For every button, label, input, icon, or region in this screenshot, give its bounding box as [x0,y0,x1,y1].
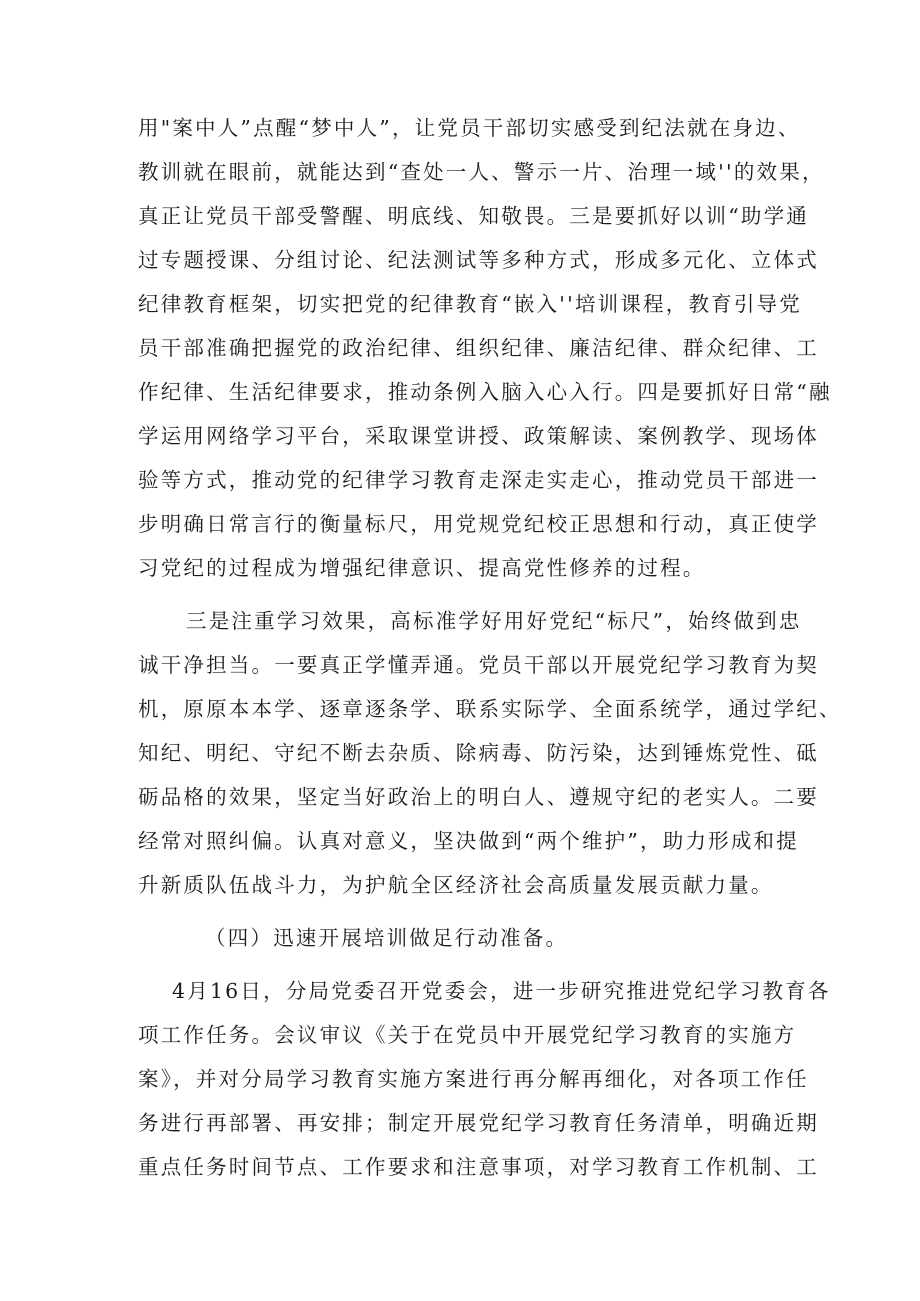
text-line: 习党纪的过程成为增强纪律意识、提高党性修养的过程。 [138,556,706,580]
text-line: 诚干净担当。一要真正学懂弄通。党员干部以开展党纪学习教育为契 [138,653,819,677]
text-line: 升新质队伍战斗力，为护航全区经济社会高质量发展贡献力量。 [138,873,774,897]
text-line: 项工作任务。会议审议《关于在党员中开展党纪学习教育的实施方 [138,1023,797,1047]
text-line: 用"案中人”点醒“梦中人”，让党员干部切实感受到纪法就在身边、 [138,116,801,140]
text-line: 经常对照纠偏。认真对意义，坚决做到“两个维护”，助力形成和提 [138,829,799,853]
paragraph-first-line: 4月16日，分局党委召开党委会，进一步研究推进党纪学习教育各 [172,979,831,1003]
paragraph-first-line: 三是注重学习效果，高标准学好用好党纪“标尺”，始终做到忠 [186,609,802,633]
text-line: 纪律教育框架，切实把党的纪律教育“嵌入''培训课程，教育引导党 [138,292,802,316]
text-line: 砺品格的效果，坚定当好政治上的明白人、遵规守纪的老实人。二要 [138,785,819,809]
text-line: 知纪、明纪、守纪不断去杂质、除病毒、防污染，达到锤炼党性、砥 [138,741,819,765]
text-line: 学运用网络学习平台，采取课堂讲授、政策解读、案例教学、现场体 [138,424,819,448]
text-line: 过专题授课、分组讨论、纪法测试等多种方式，形成多元化、立体式 [138,248,819,272]
text-line: 教训就在眼前，就能达到“查处一人、警示一片、治理一域''的效果， [138,160,825,184]
text-line: 真正让党员干部受警醒、明底线、知敬畏。三是要抓好以训“助学通 [138,204,809,228]
text-line: 员干部准确把握党的政治纪律、组织纪律、廉洁纪律、群众纪律、工 [138,336,819,360]
text-line: 步明确日常言行的衡量标尺，用党规党纪校正思想和行动，真正使学 [138,512,819,536]
text-line: 机，原原本本学、逐章逐条学、联系实际学、全面系统学，通过学纪、 [138,697,842,721]
text-line: 作纪律、生活纪律要求，推动条例入脑入心入行。四是要抓好日常“融 [138,380,832,404]
text-line: 案》，并对分局学习教育实施方案进行再分解再细化，对各项工作任 [138,1067,809,1091]
section-heading: （四）迅速开展培训做足行动准备。 [205,926,569,950]
text-line: 务进行再部署、再安排；制定开展党纪学习教育任务清单，明确近期 [138,1111,819,1135]
text-line: 重点任务时间节点、工作要求和注意事项，对学习教育工作机制、工 [138,1155,819,1179]
text-line: 验等方式，推动党的纪律学习教育走深走实走心，推动党员干部进一 [138,468,819,492]
